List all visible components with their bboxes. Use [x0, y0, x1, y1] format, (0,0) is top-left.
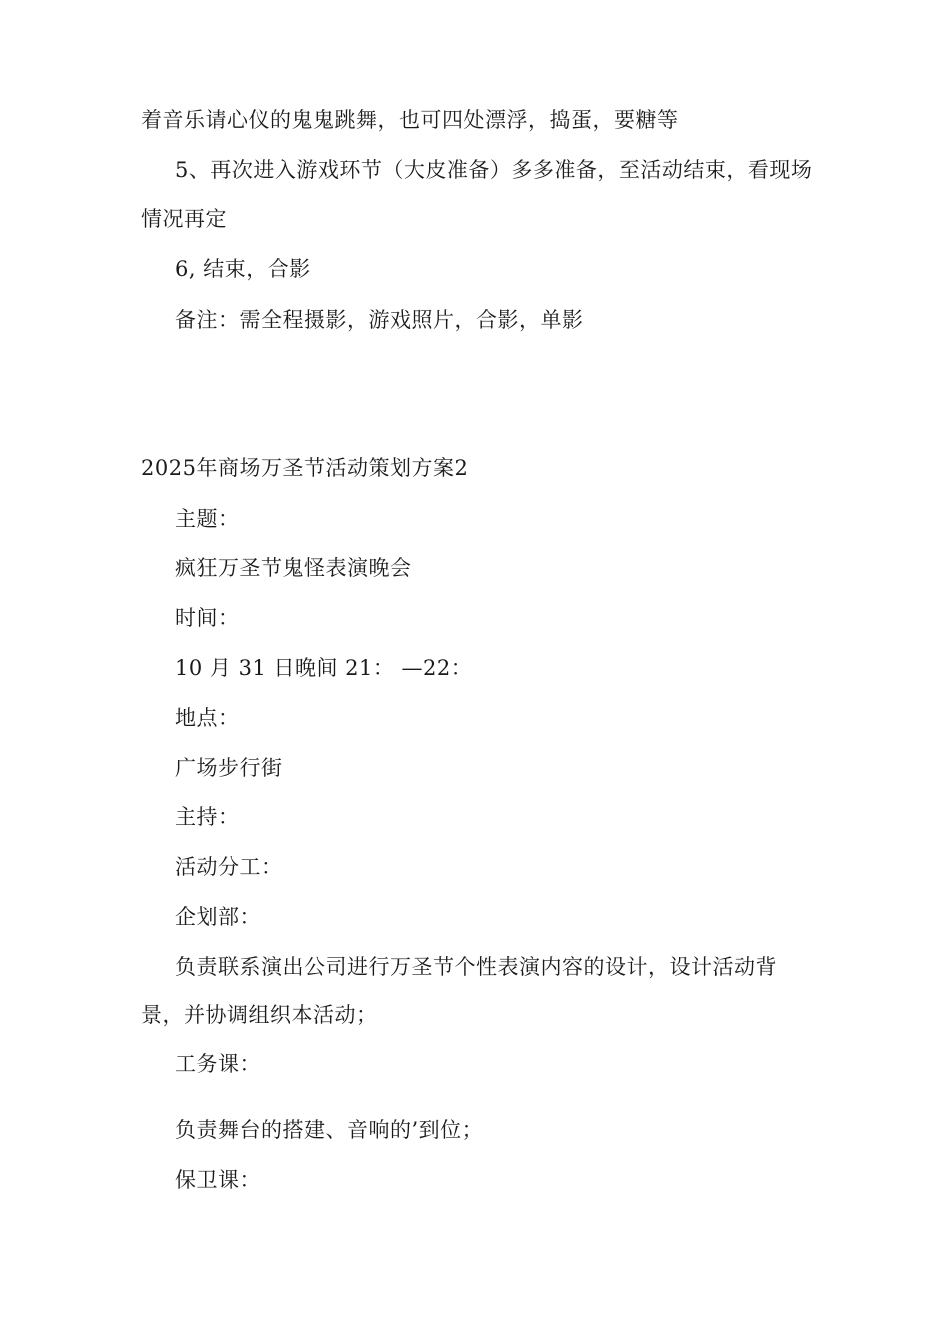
host-label: 主持：: [175, 805, 240, 829]
planning-paragraph-line2: 景，并协调组织本活动；: [141, 1003, 378, 1027]
list-item-6: 6, 结束，合影: [175, 257, 311, 281]
list-item-5-line2: 情况再定: [141, 207, 227, 231]
engineering-label: 工务课：: [175, 1052, 261, 1076]
place-label: 地点：: [175, 706, 240, 730]
division-label: 活动分工：: [175, 855, 283, 879]
place-value: 广场步行街: [175, 756, 283, 780]
planning-paragraph-line1: 负责联系演出公司进行万圣节个性表演内容的设计，设计活动背: [175, 955, 777, 979]
time-label: 时间：: [175, 606, 240, 630]
engineering-value: 负责舞台的搭建、音响的’到位；: [175, 1118, 484, 1142]
time-value: 10 月 31 日晚间 21： —22：: [175, 656, 473, 680]
security-label: 保卫课：: [175, 1168, 261, 1192]
list-item-5-line1: 5、再次进入游戏环节（大皮准备）多多准备，至活动结束，看现场: [175, 158, 813, 182]
note-paragraph: 备注：需全程摄影，游戏照片，合影，单影: [175, 308, 584, 332]
planning-label: 企划部：: [175, 905, 261, 929]
section-title: 2025年商场万圣节活动策划方案2: [141, 456, 469, 480]
theme-label: 主题：: [175, 507, 240, 531]
theme-value: 疯狂万圣节鬼怪表演晚会: [175, 556, 412, 580]
paragraph-line: 着音乐请心仪的鬼鬼跳舞，也可四处漂浮，捣蛋，要糖等: [141, 108, 679, 132]
